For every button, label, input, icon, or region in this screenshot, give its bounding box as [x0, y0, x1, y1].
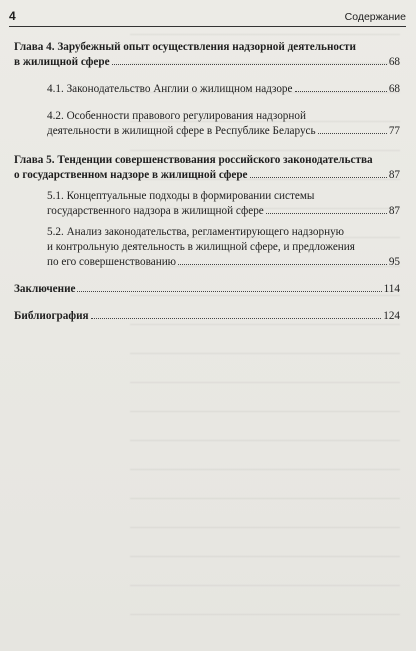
dot-leader	[112, 64, 387, 65]
toc-line: Глава 5. Тенденции совершенствования российского законодательства	[14, 154, 373, 166]
toc-chapter-5	[14, 153, 400, 183]
dot-leader	[77, 291, 381, 292]
toc-page: 87	[388, 169, 400, 181]
toc-line: Библиография	[14, 310, 89, 322]
toc-line: по его совершенствованию	[47, 256, 177, 268]
toc-line: 5.2. Анализ законодательства, регламентирующего надзорную	[47, 226, 345, 238]
toc-page: 95	[388, 256, 400, 268]
dot-leader	[178, 264, 387, 265]
toc-line: 5.1. Концептуальные подходы в формировании системы	[47, 190, 315, 202]
toc-page: 68	[388, 83, 400, 95]
toc-section-4-1	[14, 82, 400, 97]
toc-chapter-4	[14, 40, 400, 70]
page-header	[9, 6, 406, 27]
page-number: 4	[9, 9, 16, 23]
toc-line: о государственном надзоре в жилищной сфере	[14, 169, 248, 181]
toc-line: 4.1. Законодательство Англии о жилищном надзоре	[47, 83, 293, 95]
dot-leader	[250, 177, 387, 178]
toc-page: 114	[383, 283, 400, 295]
toc-line: 4.2. Особенности правового регулирования надзорной	[47, 110, 306, 122]
running-title: Содержание	[344, 11, 406, 23]
dot-leader	[266, 213, 387, 214]
toc-line: и контрольную деятельность в жилищной сфере, и предложения	[47, 241, 355, 253]
toc-line: в жилищной сфере	[14, 56, 110, 68]
toc-line: государственного надзора в жилищной сфере	[47, 205, 264, 217]
toc-bibliography	[14, 309, 400, 324]
toc-page: 68	[388, 56, 400, 68]
dot-leader	[91, 318, 382, 319]
toc-section-5-1	[14, 189, 400, 219]
toc-section-4-2	[14, 109, 400, 139]
toc-page: 87	[388, 205, 400, 217]
toc-line: деятельности в жилищной сфере в Республике Беларусь	[47, 125, 316, 137]
dot-leader	[295, 91, 387, 92]
toc-line: Заключение	[14, 283, 76, 295]
dot-leader	[318, 133, 387, 134]
toc-page: 77	[388, 125, 400, 137]
toc-section-5-2	[14, 225, 400, 270]
table-of-contents	[14, 40, 400, 324]
toc-page: 124	[383, 310, 400, 322]
toc-conclusion	[14, 282, 400, 297]
toc-line: Глава 4. Зарубежный опыт осуществления надзорной деятельности	[14, 41, 356, 53]
